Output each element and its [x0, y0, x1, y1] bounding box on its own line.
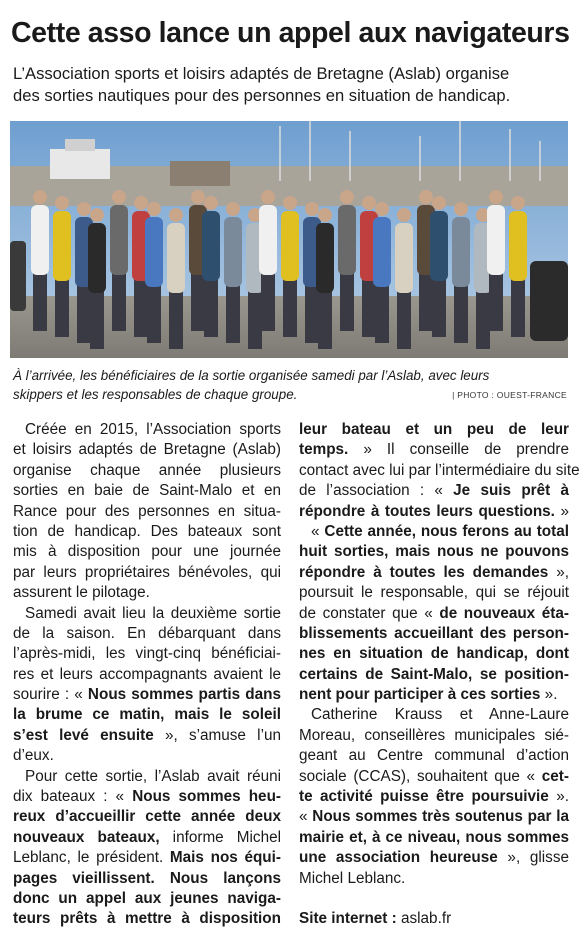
photo-credit: | PHOTO : OUEST-FRANCE	[452, 390, 567, 400]
text-line	[299, 624, 569, 644]
text-line	[299, 481, 569, 501]
text-segment: nes en situation de handicap, dont	[299, 645, 569, 663]
text-line	[299, 889, 569, 909]
text-line	[299, 522, 569, 542]
text-line	[299, 420, 569, 440]
person-head	[261, 190, 275, 204]
person-silhouette	[395, 223, 413, 293]
text-segment: mairie et, à ce niveau, nous sommes	[299, 828, 569, 846]
group-photo	[10, 121, 568, 358]
person-head	[489, 190, 503, 204]
text-line	[13, 767, 281, 787]
text-segment: huit sorties, mais nous ne pouvons	[299, 543, 569, 561]
text-line	[299, 848, 569, 868]
person-legs	[147, 283, 161, 343]
text-line	[299, 705, 569, 725]
text-line	[299, 542, 569, 562]
person-head	[283, 196, 297, 210]
text-line	[13, 481, 281, 501]
text-line	[13, 726, 281, 746]
person-silhouette	[110, 205, 128, 275]
text-line	[299, 807, 569, 827]
text-line	[299, 726, 569, 746]
text-line	[13, 807, 281, 827]
person-silhouette	[316, 223, 334, 293]
person-head	[112, 190, 126, 204]
person-legs	[340, 271, 354, 331]
person-legs	[305, 283, 319, 343]
text-segment: Site internet :	[299, 910, 401, 928]
text-line	[13, 644, 281, 664]
person-legs	[226, 283, 240, 343]
text-segment: de la saison. En débarquant dans	[13, 624, 281, 642]
person-head	[33, 190, 47, 204]
person-silhouette	[202, 211, 220, 281]
text-segment: «	[299, 808, 313, 826]
text-segment: sourire : «	[13, 686, 88, 704]
text-segment: tion de handicap. Des bateaux sont	[13, 522, 281, 540]
text-segment: une association heureuse	[299, 849, 498, 867]
text-line	[13, 604, 281, 624]
text-segment: de l’association : «	[299, 482, 454, 500]
person-silhouette	[487, 205, 505, 275]
person-silhouette	[509, 211, 527, 281]
person-legs	[362, 277, 376, 337]
text-line	[13, 461, 281, 481]
person-head	[226, 202, 240, 216]
text-line	[13, 746, 281, 766]
person-silhouette	[373, 217, 391, 287]
text-segment: blissements accueillant des person-	[299, 624, 569, 642]
person-legs	[112, 271, 126, 331]
text-segment: res et leurs accompagnants avaient le	[13, 665, 281, 683]
text-segment: de nouveaux éta-	[439, 604, 569, 622]
text-line	[13, 522, 281, 542]
text-line	[13, 542, 281, 562]
person-head	[90, 208, 104, 222]
text-segment: ».	[540, 686, 558, 704]
person-silhouette	[88, 223, 106, 293]
text-segment: par leurs propriétaires bénévoles, qui	[13, 563, 281, 581]
person-silhouette	[167, 223, 185, 293]
text-segment: d’eux.	[13, 747, 54, 765]
person-legs	[191, 271, 205, 331]
person-head	[134, 196, 148, 210]
text-segment: la brume ce matin, mais le soleil	[13, 706, 281, 724]
text-segment: assurent le pilotage.	[13, 584, 150, 602]
text-segment: te activité puisse être poursuivie	[299, 788, 549, 806]
text-line	[299, 685, 569, 705]
text-segment: Mais nos équi-	[169, 849, 281, 867]
person-head	[419, 190, 433, 204]
text-segment: mis à disposition pour une journée	[13, 543, 281, 561]
text-segment: pages vieillissent. Nous lançons	[13, 869, 281, 887]
text-segment: Catherine Krauss et Anne-Laure	[311, 706, 569, 724]
text-segment: Rance pour des personnes en situa-	[13, 502, 281, 520]
text-segment: dix bateaux : «	[13, 788, 133, 806]
text-line	[13, 440, 281, 460]
text-line	[299, 828, 569, 848]
person-legs	[419, 271, 433, 331]
text-segment: reux d’accueillir cette année deux	[13, 808, 281, 826]
text-segment: Nous sommes partis dans	[87, 686, 281, 704]
caption-line: skippers et les responsables de chaque groupe.	[13, 387, 298, 402]
text-line	[299, 563, 569, 583]
text-segment: », glisse	[497, 849, 569, 867]
person-legs	[432, 277, 446, 337]
text-line	[13, 563, 281, 583]
person-head	[375, 202, 389, 216]
person-head	[397, 208, 411, 222]
text-segment: temps.	[299, 441, 349, 459]
text-line	[13, 583, 281, 603]
text-line	[299, 644, 569, 664]
text-segment: Samedi avait lieu la deuxième sortie	[25, 604, 281, 622]
lead-line: des sorties nautiques pour des personnes en situation de handicap.	[13, 86, 511, 105]
person-silhouette	[145, 217, 163, 287]
text-segment: nouveaux bateaux,	[13, 828, 160, 846]
text-segment: Moreau, conseillères municipales sié-	[299, 726, 569, 744]
text-segment: Je suis prêt à	[453, 482, 569, 500]
text-line	[13, 705, 281, 725]
person-legs	[476, 289, 490, 349]
text-segment: Cette année, nous ferons au total	[324, 522, 569, 540]
person-head	[362, 196, 376, 210]
text-line	[13, 848, 281, 868]
text-line	[13, 665, 281, 685]
text-line	[299, 583, 569, 603]
text-segment: Nous sommes très soutenus par la	[312, 808, 569, 826]
article-column-1	[13, 420, 281, 930]
person-legs	[318, 289, 332, 349]
person-legs	[397, 289, 411, 349]
text-segment: et loisirs adaptés de Bretagne (Aslab)	[13, 441, 281, 459]
text-segment: aslab.fr	[401, 910, 452, 928]
text-line	[299, 502, 569, 522]
person-head	[55, 196, 69, 210]
person-legs	[204, 277, 218, 337]
person-silhouette	[452, 217, 470, 287]
person-silhouette	[224, 217, 242, 287]
person-legs	[77, 283, 91, 343]
lead-line: L’Association sports et loisirs adaptés de Bretagne (Aslab) organise	[13, 64, 510, 83]
text-segment: geant au Centre communal d’action	[299, 747, 569, 765]
person-legs	[511, 277, 525, 337]
text-segment: «	[311, 522, 325, 540]
text-segment: nent pour participer à ces sorties	[299, 686, 541, 704]
person-legs	[90, 289, 104, 349]
person-legs	[33, 271, 47, 331]
person-head	[204, 196, 218, 210]
text-segment: »	[554, 502, 569, 520]
text-line	[13, 787, 281, 807]
text-line	[299, 746, 569, 766]
text-line	[13, 869, 281, 889]
text-segment: cet-	[541, 767, 569, 785]
article-column-2	[299, 420, 580, 930]
person-legs	[283, 277, 297, 337]
text-segment: contact avec lui par l’intermédiaire du site	[299, 461, 580, 479]
person-silhouette	[338, 205, 356, 275]
text-line	[13, 502, 281, 522]
text-segment: répondre à toutes leurs questions.	[299, 502, 555, 520]
text-segment: », s’amuse l’un	[153, 726, 281, 744]
text-segment: certains de Saint-Malo, se position-	[299, 665, 569, 683]
text-segment: »,	[548, 563, 569, 581]
person-legs	[55, 277, 69, 337]
person-legs	[454, 283, 468, 343]
text-segment: leur bateau et un peu de leur	[299, 421, 569, 438]
text-segment: Nous sommes heu-	[132, 788, 282, 806]
person-legs	[134, 277, 148, 337]
person-head	[305, 202, 319, 216]
text-segment: ».	[548, 788, 569, 806]
text-segment: organise chaque année plusieurs	[13, 461, 281, 479]
text-line	[13, 420, 281, 440]
person-head	[191, 190, 205, 204]
person-head	[318, 208, 332, 222]
text-segment: donc un appel aux jeunes naviga-	[13, 889, 281, 907]
text-line	[299, 604, 569, 624]
text-line	[299, 461, 580, 481]
text-line	[13, 889, 281, 909]
person-silhouette	[259, 205, 277, 275]
person-head	[432, 196, 446, 210]
text-line	[299, 767, 569, 787]
text-line	[13, 685, 281, 705]
text-segment: l’après-midi, les vingt-cinq bénéficiai-	[13, 645, 281, 663]
text-segment: » Il conseille de prendre	[348, 441, 569, 459]
person-legs	[261, 271, 275, 331]
person-legs	[489, 271, 503, 331]
person-legs	[169, 289, 183, 349]
person-silhouette	[430, 211, 448, 281]
text-segment: Leblanc, le président.	[13, 849, 170, 867]
person-silhouette	[31, 205, 49, 275]
text-segment: répondre à toutes les demandes	[299, 563, 549, 581]
text-segment: teurs prêts à mettre à disposition	[13, 910, 281, 928]
person-head	[340, 190, 354, 204]
text-line	[299, 869, 569, 889]
article-lead	[13, 63, 569, 107]
person-silhouette	[53, 211, 71, 281]
text-segment: Créée en 2015, l’Association sports	[25, 421, 281, 438]
text-line	[299, 665, 569, 685]
person-head	[454, 202, 468, 216]
person-head	[147, 202, 161, 216]
text-line	[299, 440, 569, 460]
text-segment: informe Michel	[159, 828, 281, 846]
text-segment: de constater que «	[299, 604, 440, 622]
text-segment: s’est levé ensuite	[13, 726, 154, 744]
text-segment: Pour cette sortie, l’Aslab avait réuni	[25, 767, 281, 785]
text-segment: poursuit le responsable, qui se réjouit	[299, 584, 569, 602]
person-legs	[248, 289, 262, 349]
text-line	[13, 909, 281, 929]
person-silhouette	[281, 211, 299, 281]
text-segment: sorties en baie de Saint-Malo et en	[13, 482, 281, 500]
person-head	[511, 196, 525, 210]
text-line	[299, 787, 569, 807]
text-segment: Michel Leblanc.	[299, 869, 406, 887]
text-line	[13, 624, 281, 644]
person-head	[169, 208, 183, 222]
person-head	[77, 202, 91, 216]
text-line	[13, 828, 281, 848]
caption-line: À l’arrivée, les bénéficiaires de la sortie organisée samedi par l’Aslab, avec leurs	[13, 368, 490, 383]
text-line	[299, 909, 569, 929]
person-legs	[375, 283, 389, 343]
article-headline: Cette asso lance un appel aux navigateurs	[11, 17, 570, 49]
text-segment: sociale (CCAS), souhaitent que «	[299, 767, 542, 785]
